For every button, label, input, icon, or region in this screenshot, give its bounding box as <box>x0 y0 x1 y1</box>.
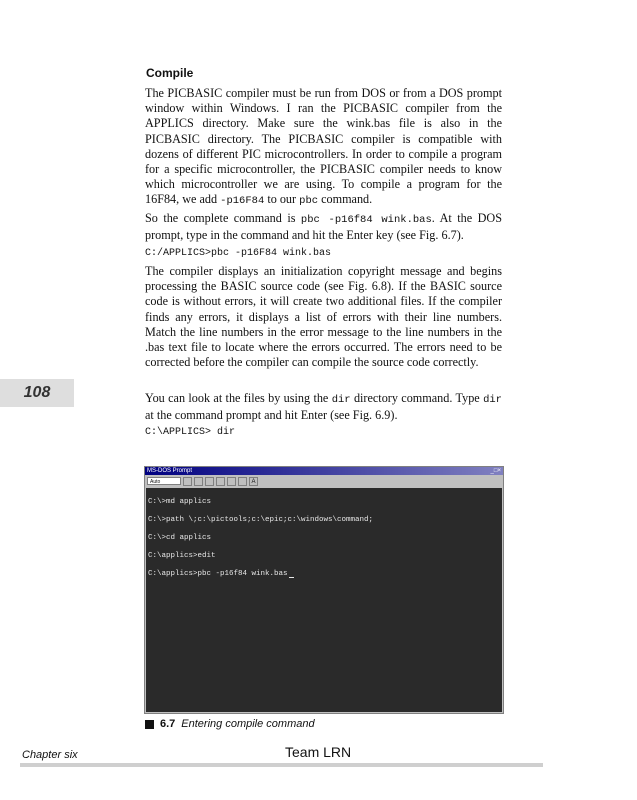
window-title: MS-DOS Prompt <box>147 468 193 474</box>
para4-mid: directory command. Type <box>350 391 484 405</box>
paragraph-4 <box>145 391 502 423</box>
window-titlebar <box>145 467 503 475</box>
console-line: C:\applics>edit <box>148 552 216 560</box>
footer-watermark: Team LRN <box>285 744 352 760</box>
maximize-icon: □ <box>493 468 498 474</box>
console-line: C:\>cd applics <box>148 534 212 542</box>
page-number: 108 <box>0 379 74 407</box>
copy-icon <box>194 477 203 486</box>
caption-number: 6.7 <box>160 718 176 730</box>
command-example-2: C:\APPLICS> dir <box>145 427 236 438</box>
command-example-1: C:/APPLICS>pbc -p16F84 wink.bas <box>145 248 332 259</box>
para4-text: You can look at the files by using the <box>145 391 332 405</box>
properties-icon <box>227 477 236 486</box>
font-size-select: Auto <box>147 477 181 485</box>
para1-end: command. <box>318 192 373 207</box>
fullscreen-icon <box>216 477 225 486</box>
console-line-current <box>148 570 294 578</box>
console-area <box>146 488 502 712</box>
para2-text: So the complete command is <box>145 211 301 225</box>
para4-end: at the command prompt and hit Enter (see Fig. 6.9). <box>145 408 398 423</box>
console-line: C:\>md applics <box>148 498 212 506</box>
section-heading: Compile <box>146 66 194 80</box>
para1-mid: to our <box>264 192 300 207</box>
paste-icon <box>205 477 214 486</box>
inline-code: pbc -p16f84 wink.bas <box>300 214 432 226</box>
window-toolbar <box>145 475 503 487</box>
minimize-icon: _ <box>490 468 494 474</box>
caption-square-icon <box>145 720 154 729</box>
footer-chapter: Chapter six <box>22 749 78 761</box>
inline-code: dir <box>331 394 351 406</box>
figure-caption <box>145 718 315 730</box>
inline-code: pbc <box>299 195 319 208</box>
window-controls <box>491 467 501 475</box>
inline-code: dir <box>483 394 502 406</box>
paragraph-1 <box>145 86 502 210</box>
inline-code: -p16F84 <box>220 195 265 208</box>
paragraph-2 <box>145 211 502 243</box>
dos-window-figure <box>144 466 504 714</box>
font-icon: A <box>249 477 258 486</box>
background-icon <box>238 477 247 486</box>
close-icon: × <box>497 468 501 474</box>
console-line: C:\>path \;c:\pictools;c:\epic;c:\windows\command; <box>148 516 374 524</box>
para1-text: The PICBASIC compiler must be run from DOS or from a DOS prompt window within Windows. I ran the PICBASIC compiler from the APPLICS directory. Make sure the wink.bas file is also in the PICBASIC directory. The PICBASIC compiler is compatible with dozens of different PIC microcontrollers. In order to compile a program for a specific microcontroller, the PICBASIC compiler needs to know which microcontroller we are using. To compile a program for the 16F84, we add <box>145 86 502 207</box>
para2-end: . At the DOS prompt, type in the command and hit the Enter key (see Fig. 6.7). <box>145 211 502 243</box>
paragraph-3: The compiler displays an initialization copyright message and begins processing the BASIC source code (see Fig. 6.8). If the BASIC source code is without errors, it will create two additional files. If the compiler finds any errors, it displays a list of errors with their line numbers. Match the line numbers in the error message to the line numbers in the .bas text file to locate where the errors occurred. The errors need to be corrected before the compiler can compile the source code correctly. <box>145 264 502 370</box>
footer-rule <box>20 763 543 767</box>
console-line-text: C:\applics>pbc -p16f84 wink.bas <box>148 570 288 578</box>
caption-text: Entering compile command <box>181 718 315 730</box>
mark-icon <box>183 477 192 486</box>
cursor-icon <box>289 577 294 578</box>
